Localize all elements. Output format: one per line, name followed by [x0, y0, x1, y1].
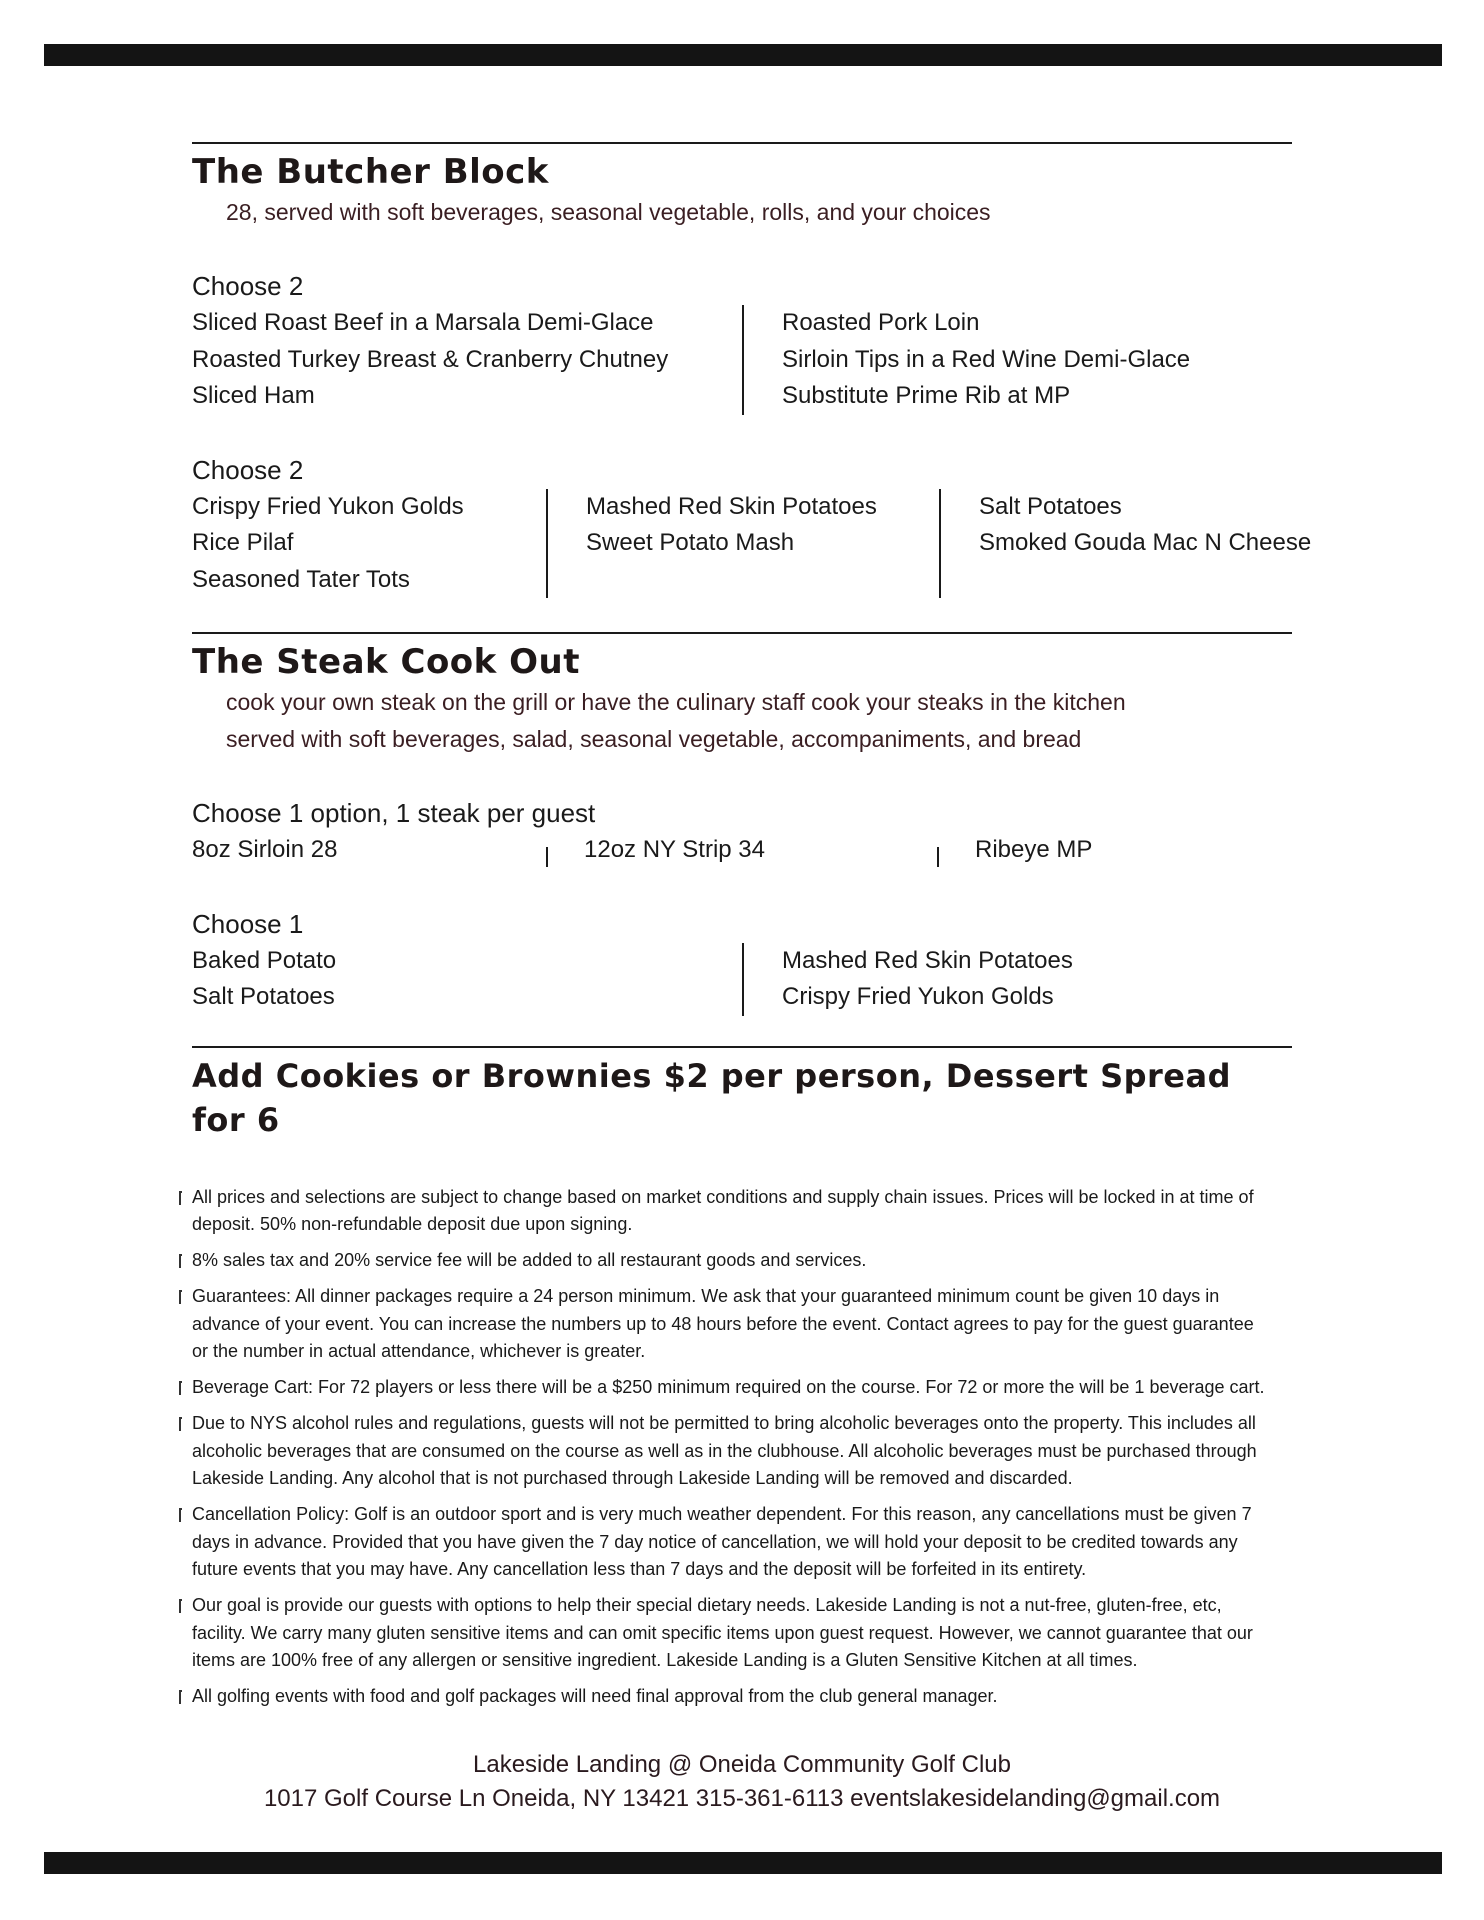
steak-options: [192, 832, 1292, 869]
menu-item: Crispy Fried Yukon Golds: [192, 492, 464, 520]
bullet-icon: [179, 1381, 182, 1395]
policy-note-text: 8% sales tax and 20% service fee will be added to all restaurant goods and services.: [192, 1250, 867, 1270]
butcher-choice2-label: Choose 2: [192, 454, 304, 485]
policy-note: [192, 1374, 1292, 1402]
bullet-icon: [179, 1191, 182, 1205]
steak-choice2-options: [192, 943, 1292, 1016]
steak-cook-out-title: The Steak Cook Out: [192, 642, 580, 682]
policy-note: [192, 1410, 1292, 1493]
policy-note-text: Beverage Cart: For 72 players or less there will be a $250 minimum required on the course. For 72 or more the will be 1 beverage cart.: [192, 1377, 1265, 1397]
butcher-choice1-options: [192, 305, 1292, 415]
menu-item: Mashed Red Skin Potatoes: [586, 492, 877, 520]
steak-description-line-1: cook your own steak on the grill or have the culinary staff cook your steaks in the kitchen: [226, 689, 1126, 715]
steak-choice2-right-column: [742, 943, 1292, 1016]
menu-item: Sliced Roast Beef in a Marsala Demi-Glace: [192, 309, 654, 336]
menu-item: Baked Potato: [192, 946, 337, 974]
menu-item: Mashed Red Skin Potatoes: [782, 946, 1073, 974]
bullet-icon: [179, 1417, 182, 1431]
policy-note: [192, 1592, 1292, 1675]
bullet-icon: [179, 1690, 182, 1704]
dessert-section: [192, 1046, 1292, 1142]
bullet-icon: [179, 1508, 182, 1522]
bullet-icon: [179, 1290, 182, 1304]
menu-item: Roasted Turkey Breast & Cranberry Chutney: [192, 345, 669, 373]
menu-content: [192, 142, 1312, 1719]
menu-item: Sweet Potato Mash: [586, 529, 795, 556]
bottom-border-bar: [44, 1852, 1442, 1874]
policy-note: [192, 1184, 1292, 1239]
menu-item: Salt Potatoes: [979, 492, 1122, 520]
butcher-choice2-column-2: [546, 489, 939, 599]
policy-note-text: Due to NYS alcohol rules and regulations, guests will not be permitted to bring alcoholic beverages onto the property. This includes all alcoholic beverages that are consumed on the course as well as in the clubhouse. All alcoholic beverages must be purchased through Lakeside Landing. Any alcohol that is not purchased through Lakeside Landing will be removed and discarded.: [192, 1413, 1257, 1488]
steak-choice2-left-column: [192, 943, 742, 1016]
butcher-block-description: 28, served with soft beverages, seasonal vegetable, rolls, and your choices: [226, 199, 991, 225]
steak-option-sirloin: 8oz Sirloin 28: [192, 836, 338, 863]
butcher-block-section: [192, 142, 1312, 598]
policy-note: [192, 1283, 1292, 1366]
butcher-choice2-column-1: [192, 489, 546, 599]
butcher-block-title: The Butcher Block: [192, 152, 549, 192]
butcher-choice1-left-column: [192, 305, 742, 415]
menu-item: Sliced Ham: [192, 382, 315, 409]
menu-item: Substitute Prime Rib at MP: [782, 382, 1071, 409]
policy-note-text: Cancellation Policy: Golf is an outdoor sport and is very much weather dependent. For this reason, any cancellations must be given 7 days in advance. Provided that you have given the 7 day notice of cancellation, we will hold your deposit to be credited towards any future events that you may have. Any cancellation less than 7 days and the deposit will be forfeited in its entirety.: [192, 1504, 1252, 1579]
bullet-icon: [179, 1599, 182, 1613]
policy-note-text: All prices and selections are subject to change based on market conditions and supply chain issues. Prices will be locked in at time of deposit. 50% non-refundable deposit due upon signing.: [192, 1186, 1254, 1234]
steak-description-line-2: served with soft beverages, salad, seasonal vegetable, accompaniments, and bread: [226, 726, 1082, 752]
policy-note: [192, 1501, 1292, 1584]
policy-note-text: Guarantees: All dinner packages require a 24 person minimum. We ask that your guaranteed minimum count be given 10 days in advance of your event. You can increase the numbers up to 48 hours before the event. Contact agrees to pay for the guest guarantee or the number in actual attendance, whichever is greater.: [192, 1286, 1254, 1361]
menu-item: Rice Pilaf: [192, 529, 294, 556]
top-border-bar: [44, 44, 1442, 66]
menu-item: Sirloin Tips in a Red Wine Demi-Glace: [782, 345, 1191, 373]
steak-choice2-label: Choose 1: [192, 908, 304, 939]
butcher-choice2-options: [192, 489, 1312, 599]
policy-note: [192, 1247, 1292, 1275]
dessert-title: Add Cookies or Brownies $2 per person, Dessert Spread for 6: [192, 1056, 1231, 1139]
menu-item: Crispy Fried Yukon Golds: [782, 983, 1054, 1010]
butcher-choice1-right-column: [742, 305, 1292, 415]
bullet-icon: [179, 1254, 182, 1268]
steak-option-ribeye: Ribeye MP: [937, 832, 1328, 869]
menu-item: Seasoned Tater Tots: [192, 565, 410, 593]
steak-cook-out-section: [192, 632, 1292, 1016]
menu-item: Salt Potatoes: [192, 983, 335, 1010]
policy-note: [192, 1683, 1292, 1711]
steak-choice1-label: Choose 1 option, 1 steak per guest: [192, 798, 596, 828]
footer-contact-info: 1017 Golf Course Ln Oneida, NY 13421 315-361-6113 eventslakesidelanding@gmail.com: [263, 1785, 1221, 1812]
policy-notes-list: [192, 1184, 1292, 1711]
footer: [0, 1748, 1484, 1816]
butcher-choice1-label: Choose 2: [192, 271, 304, 301]
menu-item: Roasted Pork Loin: [782, 309, 980, 336]
footer-venue-name: Lakeside Landing @ Oneida Community Golf Club: [473, 1751, 1011, 1778]
menu-item: Smoked Gouda Mac N Cheese: [979, 529, 1312, 556]
policy-note-text: All golfing events with food and golf packages will need final approval from the club general manager.: [192, 1686, 998, 1706]
butcher-choice2-column-3: [939, 489, 1332, 599]
steak-option-ny-strip: 12oz NY Strip 34: [546, 832, 937, 869]
policy-note-text: Our goal is provide our guests with options to help their special dietary needs. Lakeside Landing is not a nut-free, gluten-free, etc, facility. We carry many gluten sensitive items and can omit specific items upon guest request. However, we cannot guarantee that our items are 100% free of any allergen or sensitive ingredient. Lakeside Landing is a Gluten Sensitive Kitchen at all times.: [192, 1595, 1253, 1670]
